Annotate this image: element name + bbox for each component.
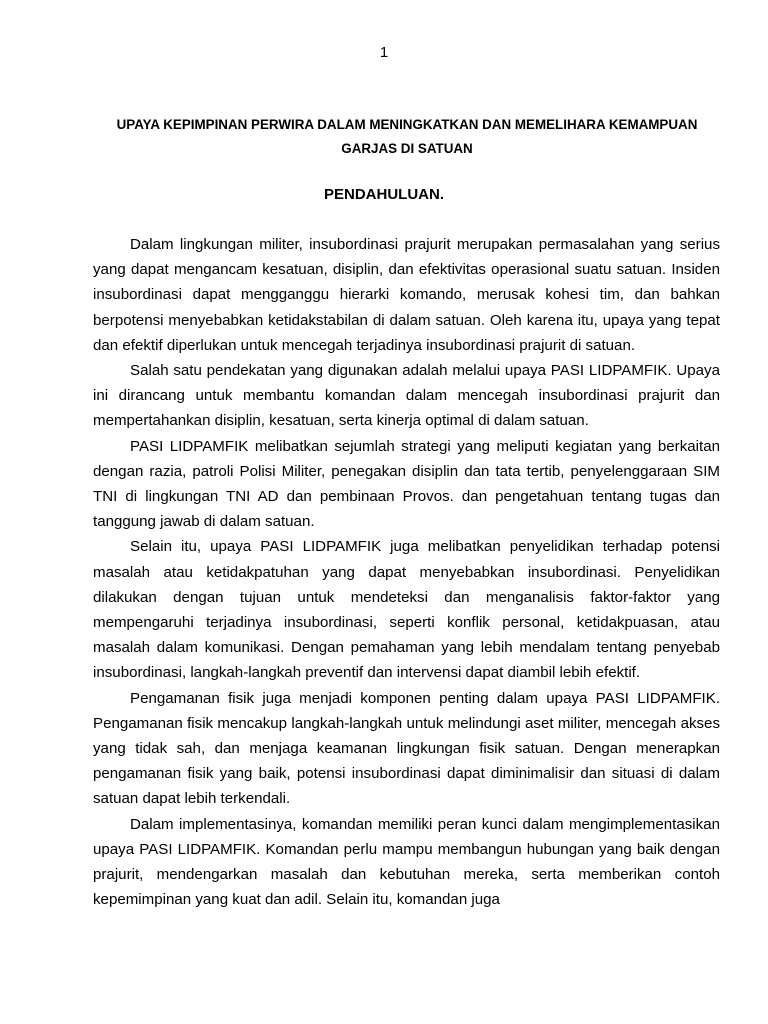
paragraph: Dalam lingkungan militer, insubordinasi prajurit merupakan permasalahan yang serius yang dapat mengancam kesatuan, disiplin, dan efektivitas operasional suatu satuan. Insiden insubordinasi dapat mengganggu hierarki komando, merusak kohesi tim, dan bahkan berpotensi menyebabkan ketidakstabilan di dalam satuan. Oleh karena itu, upaya yang tepat dan efektif diperlukan untuk mencegah terjadinya insubordinasi prajurit di satuan.: [93, 236, 720, 354]
page-number: 1: [379, 44, 389, 61]
title-line: GARJAS DI SATUAN: [341, 141, 473, 156]
paragraph: Dalam implementasinya, komandan memiliki peran kunci dalam mengimplementasikan upaya PASI LIDPAMFIK. Komandan perlu mampu membangun hubungan yang baik dengan prajurit, mendengarkan masalah dan kebutuhan mereka, serta memberikan contoh kepemimpinan yang kuat dan adil. Selain itu, komandan juga: [93, 815, 720, 909]
paragraph: Pengamanan fisik juga menjadi komponen penting dalam upaya PASI LIDPAMFIK. Pengamanan fisik mencakup langkah-langkah untuk melindungi aset militer, mencegah akses yang tidak sah, dan menjaga keamanan lingkungan fisik satuan. Dengan menerapkan pengamanan fisik yang baik, potensi insubordinasi dapat diminimalisir dan situasi di dalam satuan dapat lebih terkendali.: [93, 689, 720, 808]
section-heading: PENDAHULUAN.: [324, 186, 444, 203]
paragraph: PASI LIDPAMFIK melibatkan sejumlah strategi yang meliputi kegiatan yang berkaitan dengan razia, patroli Polisi Militer, penegakan disiplin dan tata tertib, penyelenggaraan SIM TNI di lingkungan TNI AD dan pembinaan Provos. dan pengetahuan tentang tugas dan tanggung jawab di dalam satuan.: [93, 437, 720, 531]
body-text: [93, 232, 720, 912]
title-line: UPAYA KEPIMPINAN PERWIRA DALAM MENINGKATKAN DAN MEMELIHARA KEMAMPUAN: [116, 117, 698, 132]
paragraph: Selain itu, upaya PASI LIDPAMFIK juga melibatkan penyelidikan terhadap potensi masalah atau ketidakpatuhan yang dapat menyebabkan insubordinasi. Penyelidikan dilakukan dengan tujuan untuk mendeteksi dan menganalisis faktor-faktor yang mempengaruhi terjadinya insubordinasi, seperti konflik personal, ketidakpuasan, atau masalah dalam komunikasi. Dengan pemahaman yang lebih mendalam tentang penyebab insubordinasi, langkah-langkah preventif dan intervensi dapat diambil lebih efektif.: [93, 538, 720, 682]
document-title: [93, 113, 721, 161]
paragraph: Salah satu pendekatan yang digunakan adalah melalui upaya PASI LIDPAMFIK. Upaya ini dirancang untuk membantu komandan dalam mencegah insubordinasi prajurit dan mempertahankan disiplin, kesatuan, serta kinerja optimal di dalam satuan.: [93, 362, 720, 430]
